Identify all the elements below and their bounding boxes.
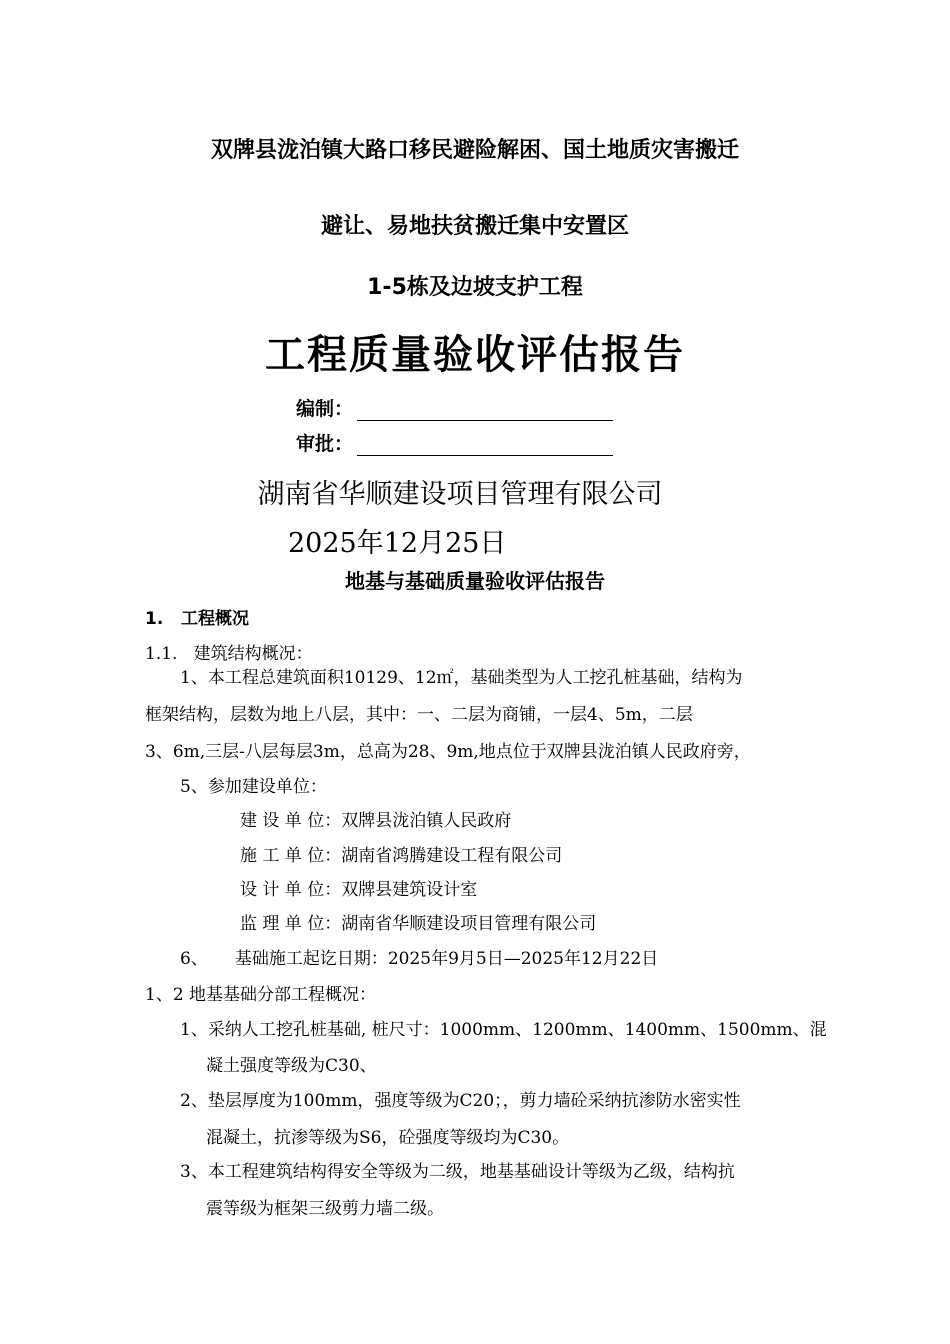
list-item-2-line-1: 2、垫层厚度为100mm，强度等级为C20；，剪力墙砼采纳抗渗防水密实性 bbox=[180, 1091, 741, 1111]
compiled-by-signature-line bbox=[357, 400, 613, 421]
approved-by-row bbox=[296, 429, 613, 456]
list-item-2-line-2: 混凝土，抗渗等级为S6，砼强度等级均为C30。 bbox=[206, 1128, 570, 1148]
main-title: 工程质量验收评估报告 bbox=[265, 332, 685, 378]
subsection-1-1-heading: 1.1. 建筑结构概况： bbox=[145, 644, 313, 664]
compiled-by-row bbox=[296, 394, 613, 421]
para1-line-3: 3、6m,三层-八层每层3m，总高为28、9m,地点位于双牌县泷泊镇人民政府旁， bbox=[145, 742, 751, 762]
cover-date: 2025年12月25日 bbox=[288, 528, 507, 559]
para1-line-2: 框架结构，层数为地上八层，其中：一、二层为商铺，一层4、5m，二层 bbox=[145, 705, 693, 725]
item-6-construction-dates: 6、 基础施工起讫日期：2025年9月5日—2025年12月22日 bbox=[180, 949, 659, 969]
compiled-by-label: 编制： bbox=[296, 398, 354, 420]
cover-title-line-1: 双牌县泷泊镇大路口移民避险解困、国土地质灾害搬迁 bbox=[210, 138, 739, 163]
list-item-1-line-1: 1、采纳人工挖孔桩基础, 桩尺寸：1000mm、1200mm、1400mm、1500mm、混 bbox=[180, 1020, 827, 1040]
list-item-3-line-1: 3、本工程建筑结构得安全等级为二级，地基基础设计等级为乙级，结构抗 bbox=[180, 1162, 735, 1182]
unit-designer: 设 计 单 位：双牌县建筑设计室 bbox=[240, 880, 478, 900]
subsection-1-2-heading: 1、2 地基基础分部工程概况： bbox=[145, 985, 377, 1005]
para1-line-1: 1、本工程总建筑面积10129、12㎡，基础类型为人工挖孔桩基础，结构为 bbox=[180, 668, 743, 688]
section-1-heading: 1. 工程概况 bbox=[145, 609, 250, 629]
unit-contractor: 施 工 单 位：湖南省鸿腾建设工程有限公司 bbox=[240, 846, 563, 866]
report-title: 地基与基础质量验收评估报告 bbox=[345, 569, 605, 593]
unit-supervisor: 监 理 单 位：湖南省华顺建设项目管理有限公司 bbox=[240, 914, 597, 934]
item-5-participating-units: 5、参加建设单位： bbox=[180, 777, 327, 797]
list-item-3-line-2: 震等级为框架三级剪力墙二级。 bbox=[206, 1199, 444, 1219]
approved-by-signature-line bbox=[357, 435, 613, 456]
cover-title-line-2: 避让、易地扶贫搬迁集中安置区 bbox=[320, 214, 629, 239]
cover-title-line-3: 1-5栋及边坡支护工程 bbox=[367, 275, 583, 300]
approved-by-label: 审批： bbox=[296, 433, 354, 455]
list-item-1-line-2: 凝土强度等级为C30、 bbox=[206, 1056, 377, 1076]
company-name: 湖南省华顺建设项目管理有限公司 bbox=[257, 479, 663, 510]
unit-owner: 建 设 单 位：双牌县泷泊镇人民政府 bbox=[240, 811, 512, 831]
